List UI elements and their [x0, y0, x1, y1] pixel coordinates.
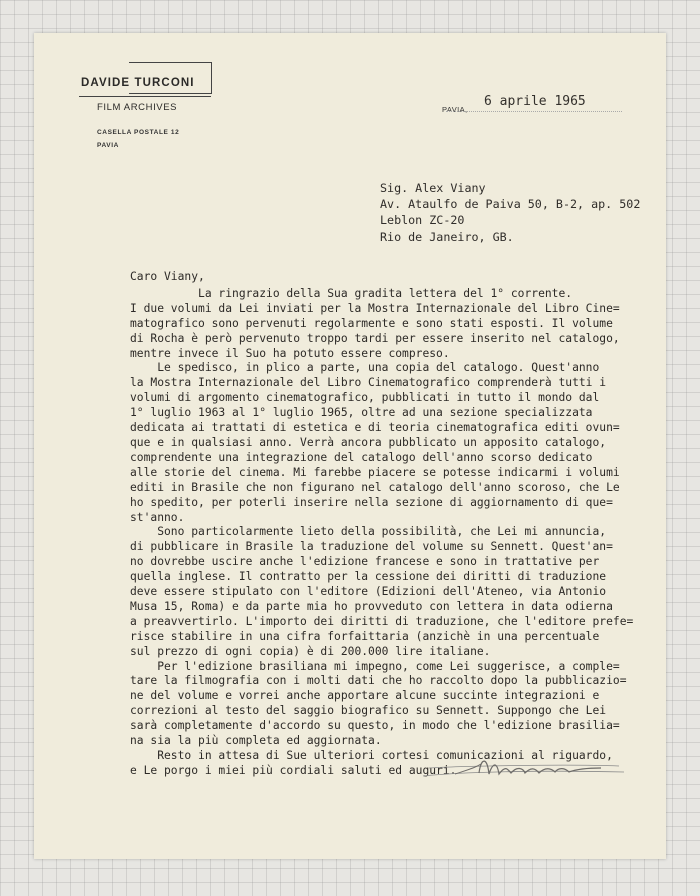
body-line: a preavvertirlo. L'importo dei diritti di traduzione, che l'editore prefe= — [130, 614, 634, 628]
body-line: Sono particolarmente lieto della possibilità, che Lei mi annuncia, — [130, 525, 607, 539]
body-line: La ringrazio della Sua gradita lettera del 1° corrente. — [130, 286, 573, 300]
body-line: st'anno. — [130, 510, 185, 524]
body-line: correzioni al testo del saggio biografico su Sennett. Suppongo che Lei — [130, 704, 607, 718]
letterhead-subtitle: FILM ARCHIVES — [97, 102, 178, 113]
body-line: risce stabilire in una cifra forfaittaria (anzichè in una percentuale — [130, 629, 600, 643]
body-line: Caro Viany, — [130, 270, 205, 283]
letter-page — [34, 33, 666, 859]
recipient-line: Av. Ataulfo de Paiva 50, B-2, ap. 502 — [380, 197, 641, 212]
body-line: I due volumi da Lei inviati per la Mostra Internazionale del Libro Cine= — [130, 301, 620, 315]
body-line: di Rocha è però pervenuto troppo tardi per essere inserito nel catalogo, — [130, 331, 620, 345]
letterhead-first-name: DAVIDE — [81, 77, 131, 89]
date-dotted-rule — [446, 111, 622, 112]
letterhead-po-box: CASELLA POSTALE 12 — [97, 129, 180, 136]
date-place: PAVIA, — [442, 105, 468, 114]
body-line: que e in qualsiasi anno. Verrà ancora pubblicato un apposito catalogo, — [130, 435, 607, 449]
body-line: alle storie del cinema. Mi farebbe piacere se potesse indicarmi i volumi — [130, 465, 620, 479]
body-line: Resto in attesa di Sue ulteriori cortesi comunicazioni al riguardo, — [130, 749, 613, 762]
body-line: di pubblicare in Brasile la traduzione del volume su Sennett. Quest'an= — [130, 540, 613, 554]
letterhead-city: PAVIA — [97, 142, 119, 149]
letterhead-name — [81, 77, 195, 89]
recipient-line: Rio de Janeiro, GB. — [380, 229, 514, 244]
body-line: ne del volume e vorrei anche apportare alcune succinte integrazioni e — [130, 689, 600, 703]
body-line: Per l'edizione brasiliana mi impegno, come Lei suggerisce, a comple= — [130, 659, 620, 673]
body-line: sul prezzo di ogni copia) è di 200.000 lire italiane. — [130, 644, 491, 658]
body-line: no dovrebbe uscire anche l'edizione francese e sono in trattative per — [130, 555, 600, 569]
body-line: mentre invece il Suo ha potuto essere compreso. — [130, 346, 450, 360]
recipient-line: Sig. Alex Viany — [380, 181, 486, 195]
body-line: comprendente una integrazione del catalogo dell'anno scorso dedicato — [130, 450, 593, 464]
body-line: deve essere stipulato con l'editore (Edizioni dell'Ateneo, via Antonio — [130, 585, 607, 599]
body-line: volumi di argomento cinematografico, pubblicati in tutto il mondo dal — [130, 391, 600, 405]
body-line: Le spedisco, in plico a parte, una copia del catalogo. Quest'anno — [130, 361, 600, 375]
body-line: e Le porgo i miei più cordiali saluti ed auguri. — [130, 763, 457, 777]
body-line: tare la filmografia con i molti dati che ho raccolto dopo la pubblicazio= — [130, 674, 627, 688]
body-line: Musa 15, Roma) e da parte mia ho provveduto con lettera in data odierna — [130, 599, 613, 613]
body-line: 1° luglio 1963 al 1° luglio 1965, oltre ad una sezione specializzata — [130, 406, 593, 420]
body-line: dedicata ai trattati di estetica e di teoria cinematografica editi ovun= — [130, 421, 620, 435]
body-line: quella inglese. Il contratto per la cessione dei diritti di traduzione — [130, 570, 607, 584]
recipient-address — [380, 180, 640, 245]
logo-underline — [79, 96, 211, 97]
signature — [419, 746, 629, 786]
body-line: sarà completamente d'accordo su questo, in modo che l'edizione brasilia= — [130, 719, 620, 733]
body-line: editi in Brasile che non figurano nel catalogo dell'anno scoroso, che Le — [130, 480, 620, 494]
letter-body — [130, 270, 633, 779]
body-line: na sia la più completa ed aggiornata. — [130, 734, 382, 748]
body-line: la Mostra Internazionale del Libro Cinematografico comprenderà tutti i — [130, 376, 607, 390]
letter-date: 6 aprile 1965 — [484, 94, 586, 109]
body-line: matografico sono pervenuti regolarmente e sono stati esposti. Il volume — [130, 316, 613, 330]
body-line: ho spedito, per poterli inserire nella sezione di aggiornamento di que= — [130, 495, 613, 509]
recipient-line: Leblon ZC-20 — [380, 213, 465, 228]
letterhead-last-name: TURCONI — [134, 77, 195, 89]
